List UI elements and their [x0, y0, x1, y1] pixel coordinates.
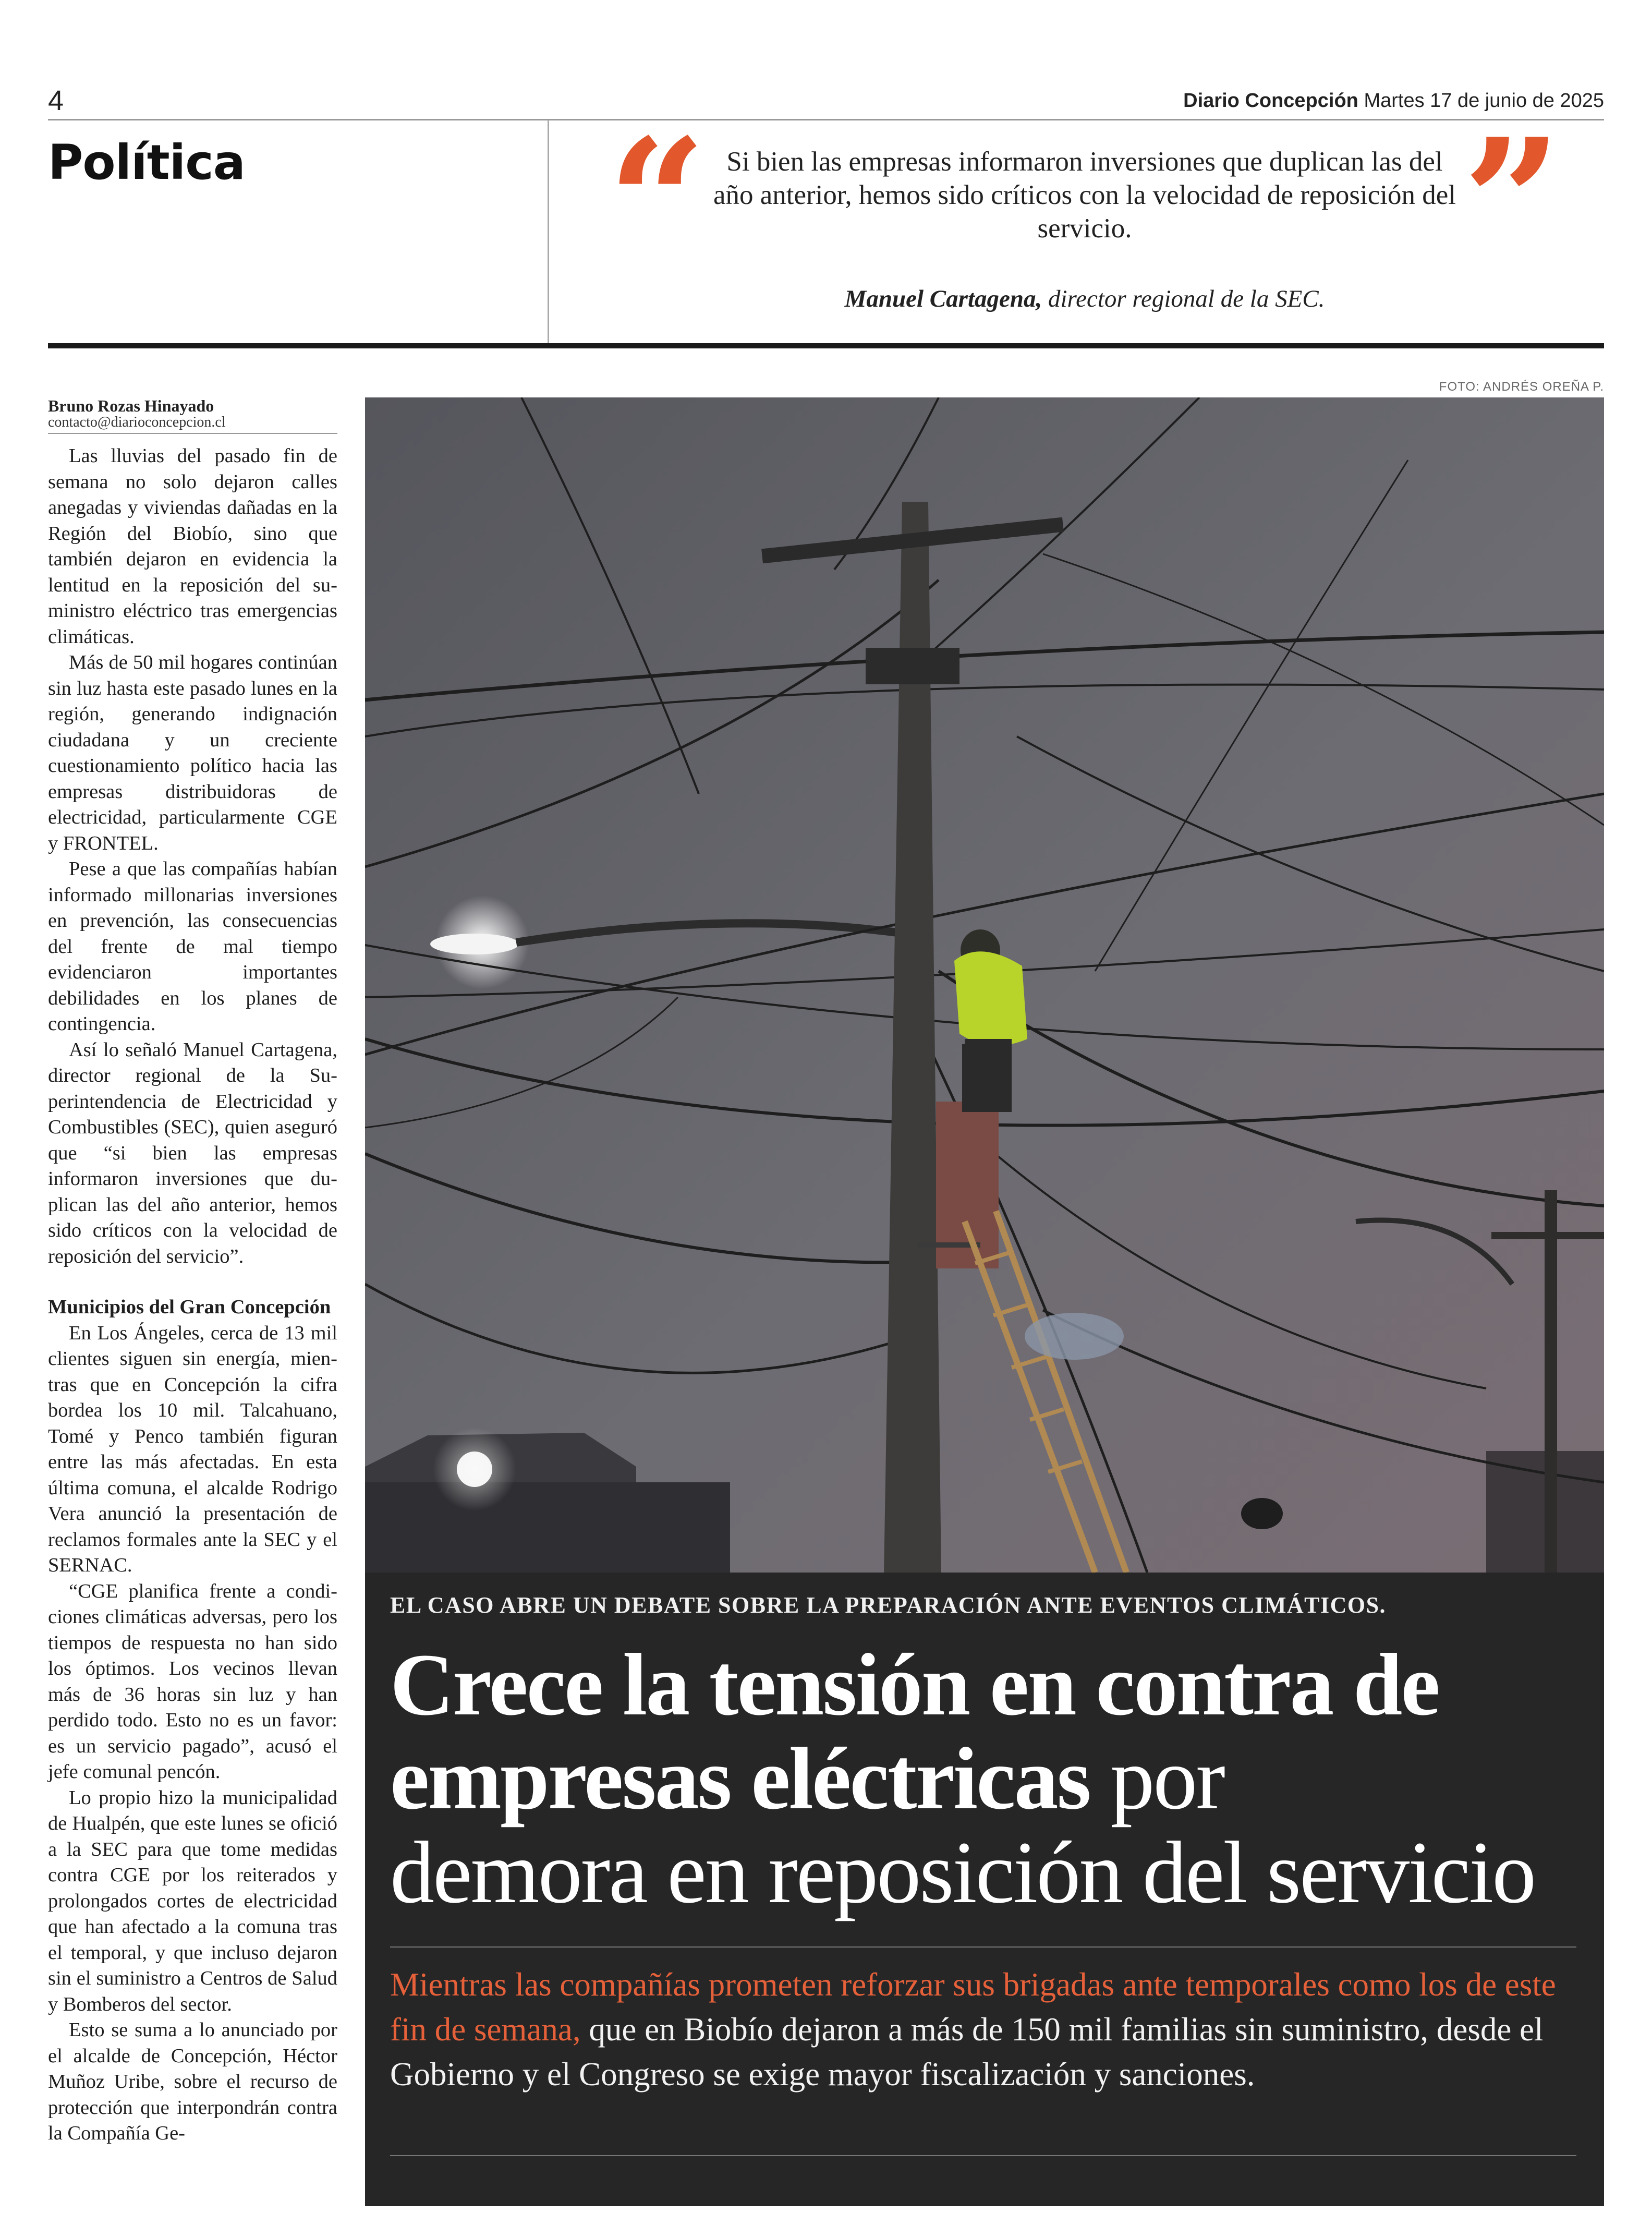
- pull-quote-text: Si bien las empresas informaron inversiones que duplican las del año anterior, hemos sido críticos con la velocidad de reposición del servicio.: [713, 147, 1456, 244]
- story-kicker: EL CASO ABRE UN DEBATE SOBRE LA PREPARACIÓN ANTE EVENTOS CLIMÁTICOS.: [390, 1592, 1387, 1618]
- photo-illustration: [365, 397, 1604, 1573]
- article-paragraph: Así lo señaló Manuel Cartagena, director regional de la Superintendencia de Electricidad y Combustibles (SEC), quien aseguró que “si bien las empresas informaron inversiones que duplican las del año anterior, hemos sido críticos con la velocidad de reposición del servicio”.: [48, 1038, 337, 1267]
- article-paragraph: Esto se suma a lo anunciado por el alcalde de Concepción, Héctor Muñoz Uribe, sobre el recurso de protección que interpondrán contra la Compañía Ge-: [48, 2019, 337, 2144]
- close-quote-icon: ”: [1463, 101, 1562, 303]
- article-subhead: Municipios del Gran Concepción: [48, 1296, 331, 1318]
- article-paragraph: Más de 50 mil hogares continúan sin luz hasta este pasado lunes en la región, generando indignación ciudadana y un creciente cuestionamiento político hacia las empresas distribuidoras de electricidad, particularmente CGE y FRONTEL.: [48, 651, 337, 854]
- deck-lead: Mientras las compañías prometen reforzar sus brigadas ante temporales como los de este fin de semana,: [390, 1966, 1556, 2048]
- byline-email[interactable]: contacto@diarioconcepcion.cl: [48, 414, 226, 430]
- header-thick-rule: [48, 343, 1604, 348]
- equipment: [1025, 1313, 1124, 1360]
- photo-credit: FOTO: ANDRÉS OREÑA P.: [1439, 380, 1604, 394]
- deck-rule: [390, 2155, 1576, 2156]
- street-light: [430, 934, 519, 954]
- article-body: [48, 443, 337, 2147]
- open-quote-icon: “: [608, 101, 707, 303]
- article-paragraph: Pese a que las compañías habían informado millonarias inversiones en prevención, las consecuencias del frente de mal tiempo evidenciaron importantes debilidades en los planes de contingencia.: [48, 858, 337, 1035]
- headline-bold-line-1: Crece la tensión en contra de: [390, 1636, 1439, 1734]
- article-paragraph: Lo propio hizo la municipalidad de Hualpén, que este lunes se ofició a la SEC para que tome medidas contra CGE por los reiterados y prolongados cortes de electricidad que han afectado a la comuna tras el temporal, y que incluso dejaron sin el suministro a Centros de Salud y Bomberos del sector.: [48, 1786, 337, 2015]
- section-title: Política: [48, 135, 245, 190]
- secondary-crossarm: [1491, 1232, 1604, 1239]
- news-photo: [365, 397, 1604, 1573]
- pole-crossarm: [866, 648, 959, 684]
- quote-author: Manuel Cartagena,: [844, 285, 1042, 312]
- headline-regular-line-2: por: [1089, 1730, 1224, 1828]
- pull-quote-attribution: [574, 285, 1596, 313]
- quote-author-role: director regional de la SEC.: [1048, 285, 1325, 312]
- publication-name: Diario Concepción: [1183, 90, 1358, 112]
- story-deck: [390, 1962, 1569, 2097]
- hanging-cable-coil: [1241, 1498, 1283, 1529]
- header-rule: [48, 119, 1604, 120]
- deck-rest: que en Biobío dejaron a más de 150 mil familias sin suministro, desde el Gobierno y el Congreso se exige mayor fiscalización y sanciones.: [390, 2011, 1544, 2093]
- story-headline: [390, 1638, 1569, 1919]
- header-divider: [548, 120, 549, 344]
- page-number: 4: [48, 85, 64, 116]
- deck-rule: [390, 1946, 1576, 1948]
- byline-rule: [48, 433, 337, 434]
- article-paragraph: “CGE planifica frente a condiciones climáticas adversas, pero los tiempos de respuesta no han sido los óptimos. Los vecinos llevan más de 36 horas sin luz y han perdido todo. Esto no es un favor: es un servicio pagado”, acusó el jefe comunal pencón.: [48, 1580, 337, 1783]
- distant-lamp-glow: [433, 1428, 516, 1511]
- publication-date: Martes 17 de junio de 2025: [1364, 90, 1604, 112]
- article-paragraph: En Los Ángeles, cerca de 13 mil clientes siguen sin energía, mientras que en Concepción la cifra bordea los 10 mil. Talcahuano, Tomé y Penco también figuran entre las más afectadas. En esta última comuna, el alcalde Rodrigo Vera anunció la presentación de reclamos formales ante la SEC y el SERNAC.: [48, 1322, 337, 1576]
- building: [365, 1482, 730, 1573]
- headline-regular-line-3: demora en reposición del servicio: [390, 1823, 1535, 1921]
- headline-bold-line-2: empresas eléctricas: [390, 1730, 1090, 1828]
- article-paragraph: Las lluvias del pasado fin de semana no solo dejaron calles anegadas y viviendas dañadas en la Región del Biobío, sino que también dejaron en evidencia la lentitud en la reposición del suministro eléctrico tras emergencias climáticas.: [48, 445, 337, 648]
- secondary-pole: [1545, 1190, 1557, 1573]
- byline-author: Bruno Rozas Hinayado: [48, 396, 214, 415]
